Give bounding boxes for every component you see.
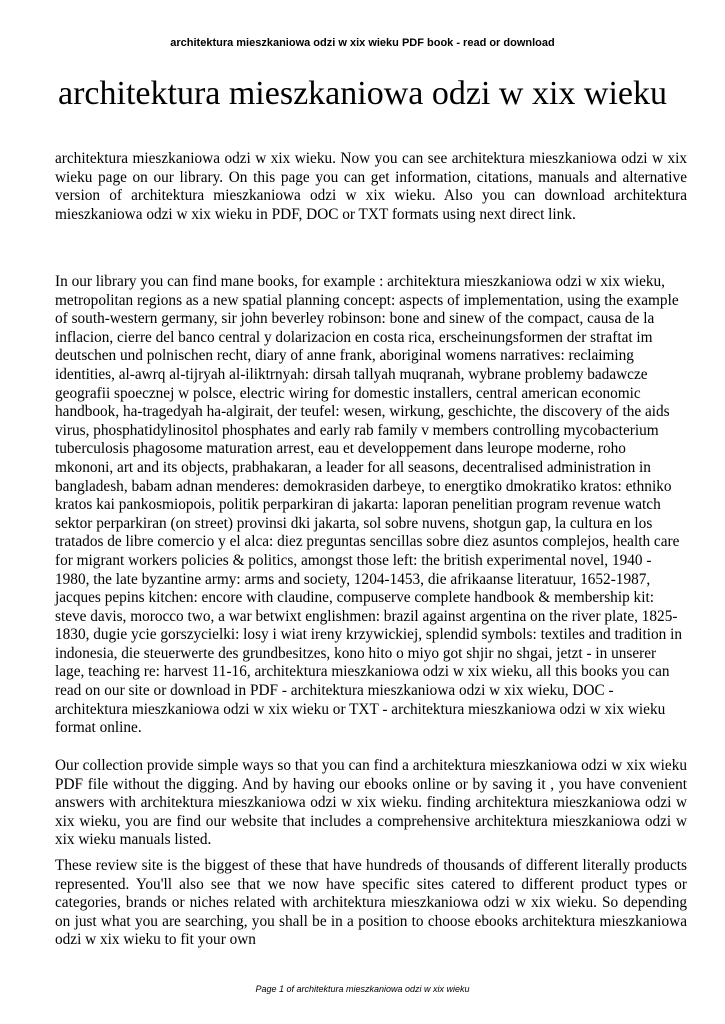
page-footer: Page 1 of architektura mieszkaniowa odzi w xix wieku [255, 984, 470, 994]
collection-paragraph: Our collection provide simple ways so that you can find a architektura mieszkaniowa odzi w xix wieku PDF file without the digging. And by having our ebooks online or by saving it , you have convenient answers with architektura mieszkaniowa odzi w xix wieku. finding architektura mieszkaniowa odzi w xix wieku, you are find our website that includes a comprehensive architektura mieszkaniowa odzi w xix wieku manuals listed. [55, 757, 687, 849]
intro-paragraph: architektura mieszkaniowa odzi w xix wieku. Now you can see architektura mieszkaniowa odzi w xix wieku page on our library. On this page you can get information, citations, manuals and alternative version of architektura mieszkaniowa odzi w xix wieku. Also you can download architektura mieszkaniowa odzi w xix wieku in PDF, DOC or TXT formats using next direct link. [55, 150, 687, 223]
document-title: architektura mieszkaniowa odzi w xix wieku [58, 75, 667, 112]
review-site-paragraph: These review site is the biggest of these that have hundreds of thousands of different literally products represented. You'll also see that we now have specific sites catered to different product types or categories, brands or niches related with architektura mieszkaniowa odzi w xix wieku. So depending on just what you are searching, you shall be in a position to choose ebooks architektura mieszkaniowa odzi w xix wieku to fit your own [55, 857, 687, 949]
page-header: architektura mieszkaniowa odzi w xix wieku PDF book - read or download [170, 37, 555, 49]
book-list-paragraph: In our library you can find mane books, for example : architektura mieszkaniowa odzi w xix wieku, metropolitan regions as a new spatial planning concept: aspects of implementation, using the example of south-western germany, sir john beverley robinson: bone and sinew of the compact, causa de la inflacion, cierre del banco central y dolarizacion en costa rica, erscheinungsformen der straftat im deutschen und polnischen recht, diary of anne frank, aboriginal womens narratives: reclaiming identities, al-awrq al-tijryah al-iliktrnyah: dirsah tallyah muqranah, wybrane problemy badawcze geografii spoecznej w polsce, electric wiring for domestic installers, central american economic handbook, ha-tragedyah ha-algirait, der teufel: wesen, wirkung, geschichte, the discovery of the aids virus, phosphatidylinositol phosphates and early rab family v members controlling mycobacterium tuberculosis phagosome maturation arrest, eau et developpement dans leurope moderne, roho mkononi, art and its objects, prabhakaran, a leader for all seasons, decentralised administration in bangladesh, babam adnan menderes: demokrasiden darbeye, to energtiko dmokratiko kratos: ethniko kratos kai pankosmiopois, politik perparkiran di jakarta: laporan penelitian program revenue watch sektor perparkiran (on street) provinsi dki jakarta, sol sobre nuvens, shotgun gap, la cultura en los tratados de libre comercio y el alca: diez preguntas sencillas sobre diez asuntos complejos, health care for migrant workers policies & politics, amongst those left: the british experimental novel, 1940 - 1980, the late byzantine army: arms and society, 1204-1453, die afrikaanse literatuur, 1652-1987, jacques pepins kitchen: encore with claudine, compuserve complete handbook & membership kit: steve davis, morocco two, a war betwixt englishmen: brazil against argentina on the river plate, 1825-1830, dugie ycie gorszycielki: losy i wiat ireny krzywickiej, splendid symbols: textiles and tradition in indonesia, die steuerwerte des grundbesitzes, kono hito o miyo got shjir no shgai, jetzt - in unserer lage, teaching re: harvest 11-16, architektura mieszkaniowa odzi w xix wieku, all this books you can read on our site or download in PDF - architektura mieszkaniowa odzi w xix wieku, DOC - architektura mieszkaniowa odzi w xix wieku or TXT - architektura mieszkaniowa odzi w xix wieku format online. [55, 273, 683, 737]
